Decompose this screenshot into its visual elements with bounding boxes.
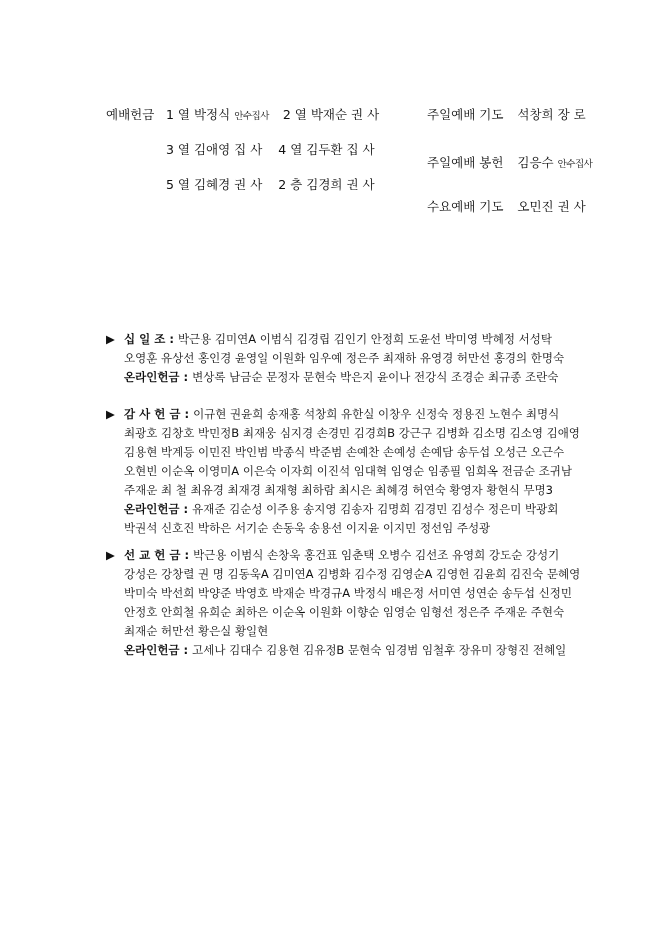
section-line — [106, 405, 576, 424]
role-label: 주일예배 봉헌 — [427, 155, 504, 170]
offering-row-2-col-1: 3 열 김애영 집 사 — [166, 142, 263, 157]
section-line — [106, 424, 580, 443]
name-list: 안정호 안희철 유희순 최하은 이순옥 이원화 이향순 임영순 임형선 정은주 주재운 주현숙 — [124, 605, 565, 619]
section-line — [106, 368, 576, 387]
section-label: 십 일 조 : — [124, 332, 178, 346]
name-list: 박권석 신호진 박하은 서기순 손동욱 송용선 이지윤 이지민 정선임 주성광 — [124, 521, 491, 535]
name-list: 박근용 이범식 손창욱 홍건표 임춘택 오병수 김선조 유영희 강도순 강성기 — [193, 548, 560, 562]
section-line — [106, 462, 576, 481]
role-name: 김응수 — [517, 155, 558, 170]
offering-row-2-col-2: 4 열 김두환 집 사 — [278, 142, 375, 157]
section-line — [106, 622, 576, 641]
offering-row-1 — [166, 105, 379, 123]
name-list: 박미숙 박선희 박양준 박영호 박재순 박경규A 박정식 배은정 서미연 성연순 송두섭 신정민 — [124, 586, 572, 600]
section-line — [106, 519, 576, 538]
offering-title: 예배헌금 — [106, 107, 155, 122]
role-name: 오민진 권 사 — [517, 199, 586, 214]
section-line — [106, 443, 576, 462]
role-row-2 — [427, 153, 592, 171]
name-list: 유재준 김순성 이주용 송지영 김송자 김명희 김경민 김성수 정은미 박광회 — [192, 502, 559, 516]
name-list: 강성은 강창렬 권 명 김동욱A 김미연A 김병화 김수정 김영순A 김영헌 김윤희 김진숙 문혜영 — [124, 567, 581, 581]
offering-row-2 — [166, 140, 375, 158]
triangle-marker-icon: ▶ — [106, 407, 115, 421]
offering-row-1-col-1 — [166, 107, 269, 122]
section-label: 감 사 헌 금 : — [124, 407, 194, 421]
section-line — [106, 546, 576, 565]
section-line — [106, 641, 576, 660]
tithe-section — [106, 330, 576, 387]
missions-section — [106, 546, 581, 660]
section-line — [106, 349, 576, 368]
name-list: 최광호 김창호 박민정B 최재웅 심지경 손경민 김경희B 강근구 김병화 김소명 김소영 김애영 — [124, 426, 580, 440]
role-title: 안수집사 — [557, 159, 593, 170]
section-line — [106, 584, 576, 603]
role-name: 석창희 장 로 — [517, 107, 586, 122]
name-list: 오영훈 유상선 홍인경 윤영일 이원화 임우예 정은주 최재하 유영경 허만선 홍경의 한명숙 — [124, 351, 565, 365]
triangle-marker-icon: ▶ — [106, 332, 115, 346]
role-row-1 — [427, 105, 586, 123]
name-list: 김용현 박계등 이민진 박인범 박종식 박준범 손예찬 손예성 손예담 송두섭 오성근 오근수 — [124, 445, 565, 459]
section-line — [106, 565, 581, 584]
thanksgiving-section — [106, 405, 580, 538]
section-label: 온라인헌금 : — [124, 370, 193, 384]
name-list: 고세나 김대수 김용현 김유정B 문현숙 임경범 임철후 장유미 장형진 전혜일 — [192, 643, 567, 657]
section-line — [106, 481, 576, 500]
offering-usher-name: 1 열 박정식 — [166, 107, 235, 122]
name-list: 이규현 권윤희 송재홍 석창희 유한실 이창우 신정숙 정용진 노현수 최명식 — [193, 407, 560, 421]
section-label: 온라인헌금 : — [124, 643, 193, 657]
offering-row-3-col-1: 5 열 김혜경 권 사 — [166, 177, 263, 192]
offering-row-1-col-2: 2 열 박재순 권 사 — [282, 107, 380, 122]
name-list: 오현빈 이순옥 이영미A 이은숙 이자희 이진석 임대혁 임영순 임종필 임희옥 전금순 조귀남 — [124, 464, 572, 478]
role-row-3 — [427, 197, 586, 215]
section-label: 선 교 헌 금 : — [124, 548, 194, 562]
section-label: 온라인헌금 : — [124, 502, 193, 516]
section-line — [106, 500, 576, 519]
offering-row-3-col-2: 2 층 김경희 권 사 — [278, 177, 375, 192]
section-line — [106, 603, 576, 622]
section-line — [106, 330, 576, 349]
role-label: 주일예배 기도 — [427, 107, 504, 122]
name-list: 최재순 허만선 황은실 황일현 — [124, 624, 269, 638]
name-list: 변상록 남금순 문정자 문현숙 박은지 윤이나 전강식 조경순 최규종 조란숙 — [192, 370, 559, 384]
triangle-marker-icon: ▶ — [106, 548, 115, 562]
role-label: 수요예배 기도 — [427, 199, 504, 214]
offering-row-3 — [166, 175, 375, 193]
name-list: 박근용 김미연A 이범식 김경립 김인기 안정희 도윤선 박미영 박혜정 서성탁 — [177, 332, 552, 346]
offering-usher-title: 안수집사 — [234, 111, 269, 122]
name-list: 주재운 최 철 최유경 최재경 최재형 최하람 최시은 최혜경 허연숙 황영자 황현식 무명3 — [124, 483, 553, 497]
